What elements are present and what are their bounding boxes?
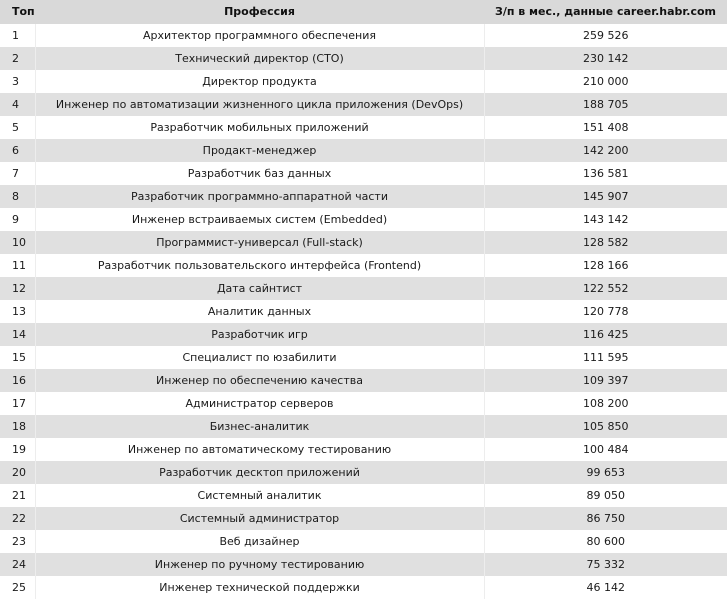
table-row bbox=[0, 162, 727, 185]
salary-cell: 100 484 bbox=[484, 438, 727, 461]
table-row bbox=[0, 461, 727, 484]
rank-cell: 2 bbox=[0, 47, 35, 70]
profession-cell: Системный аналитик bbox=[35, 484, 484, 507]
salary-cell: 136 581 bbox=[484, 162, 727, 185]
profession-cell: Технический директор (CTO) bbox=[35, 47, 484, 70]
salary-cell: 122 552 bbox=[484, 277, 727, 300]
rank-cell: 9 bbox=[0, 208, 35, 231]
salary-cell: 120 778 bbox=[484, 300, 727, 323]
salary-cell: 116 425 bbox=[484, 323, 727, 346]
table-row bbox=[0, 277, 727, 300]
salary-cell: 105 850 bbox=[484, 415, 727, 438]
profession-cell: Разработчик программно-аппаратной части bbox=[35, 185, 484, 208]
profession-cell: Разработчик мобильных приложений bbox=[35, 116, 484, 139]
salary-cell: 109 397 bbox=[484, 369, 727, 392]
header-salary: З/п в мес., данные career.habr.com bbox=[484, 0, 727, 24]
table-row bbox=[0, 507, 727, 530]
header-profession: Профессия bbox=[35, 0, 484, 24]
rank-cell: 5 bbox=[0, 116, 35, 139]
rank-cell: 16 bbox=[0, 369, 35, 392]
profession-cell: Директор продукта bbox=[35, 70, 484, 93]
profession-cell: Специалист по юзабилити bbox=[35, 346, 484, 369]
table-row bbox=[0, 185, 727, 208]
rank-cell: 22 bbox=[0, 507, 35, 530]
salary-cell: 128 166 bbox=[484, 254, 727, 277]
profession-cell: Администратор серверов bbox=[35, 392, 484, 415]
profession-cell: Разработчик десктоп приложений bbox=[35, 461, 484, 484]
table-row bbox=[0, 323, 727, 346]
rank-cell: 18 bbox=[0, 415, 35, 438]
table-body bbox=[0, 24, 727, 599]
profession-cell: Разработчик игр bbox=[35, 323, 484, 346]
header-row bbox=[0, 0, 727, 24]
rank-cell: 4 bbox=[0, 93, 35, 116]
profession-cell: Инженер по ручному тестированию bbox=[35, 553, 484, 576]
rank-cell: 7 bbox=[0, 162, 35, 185]
salary-cell: 151 408 bbox=[484, 116, 727, 139]
profession-cell: Дата сайнтист bbox=[35, 277, 484, 300]
salary-cell: 108 200 bbox=[484, 392, 727, 415]
table-row bbox=[0, 70, 727, 93]
table-row bbox=[0, 93, 727, 116]
salary-cell: 230 142 bbox=[484, 47, 727, 70]
salary-cell: 80 600 bbox=[484, 530, 727, 553]
profession-cell: Системный администратор bbox=[35, 507, 484, 530]
rank-cell: 20 bbox=[0, 461, 35, 484]
table-row bbox=[0, 484, 727, 507]
salary-cell: 89 050 bbox=[484, 484, 727, 507]
rank-cell: 24 bbox=[0, 553, 35, 576]
rank-cell: 13 bbox=[0, 300, 35, 323]
salary-cell: 128 582 bbox=[484, 231, 727, 254]
profession-cell: Разработчик баз данных bbox=[35, 162, 484, 185]
profession-cell: Разработчик пользовательского интерфейса (Frontend) bbox=[35, 254, 484, 277]
profession-cell: Программист-универсал (Full-stack) bbox=[35, 231, 484, 254]
rank-cell: 19 bbox=[0, 438, 35, 461]
profession-cell: Инженер встраиваемых систем (Embedded) bbox=[35, 208, 484, 231]
salary-cell: 145 907 bbox=[484, 185, 727, 208]
table-row bbox=[0, 438, 727, 461]
rank-cell: 8 bbox=[0, 185, 35, 208]
rank-cell: 23 bbox=[0, 530, 35, 553]
table-row bbox=[0, 208, 727, 231]
profession-cell: Архитектор программного обеспечения bbox=[35, 24, 484, 47]
rank-cell: 12 bbox=[0, 277, 35, 300]
table-row bbox=[0, 415, 727, 438]
salary-cell: 46 142 bbox=[484, 576, 727, 599]
rank-cell: 6 bbox=[0, 139, 35, 162]
table-row bbox=[0, 530, 727, 553]
table-row bbox=[0, 116, 727, 139]
salary-cell: 99 653 bbox=[484, 461, 727, 484]
table-row bbox=[0, 369, 727, 392]
rank-cell: 11 bbox=[0, 254, 35, 277]
rank-cell: 3 bbox=[0, 70, 35, 93]
table-row bbox=[0, 392, 727, 415]
salary-cell: 143 142 bbox=[484, 208, 727, 231]
profession-cell: Инженер по обеспечению качества bbox=[35, 369, 484, 392]
rank-cell: 15 bbox=[0, 346, 35, 369]
table-row bbox=[0, 300, 727, 323]
salary-cell: 259 526 bbox=[484, 24, 727, 47]
rank-cell: 21 bbox=[0, 484, 35, 507]
salary-cell: 142 200 bbox=[484, 139, 727, 162]
table-row bbox=[0, 553, 727, 576]
salary-cell: 111 595 bbox=[484, 346, 727, 369]
profession-cell: Инженер по автоматическому тестированию bbox=[35, 438, 484, 461]
table-row bbox=[0, 346, 727, 369]
rank-cell: 1 bbox=[0, 24, 35, 47]
table-row bbox=[0, 231, 727, 254]
salary-cell: 188 705 bbox=[484, 93, 727, 116]
table-row bbox=[0, 24, 727, 47]
table-row bbox=[0, 139, 727, 162]
rank-cell: 17 bbox=[0, 392, 35, 415]
profession-cell: Аналитик данных bbox=[35, 300, 484, 323]
profession-cell: Веб дизайнер bbox=[35, 530, 484, 553]
table-header bbox=[0, 0, 727, 24]
salary-cell: 210 000 bbox=[484, 70, 727, 93]
profession-cell: Бизнес-аналитик bbox=[35, 415, 484, 438]
header-rank: Топ bbox=[0, 0, 35, 24]
profession-cell: Инженер по автоматизации жизненного цикла приложения (DevOps) bbox=[35, 93, 484, 116]
rank-cell: 25 bbox=[0, 576, 35, 599]
profession-cell: Продакт-менеджер bbox=[35, 139, 484, 162]
salary-cell: 86 750 bbox=[484, 507, 727, 530]
rank-cell: 10 bbox=[0, 231, 35, 254]
rank-cell: 14 bbox=[0, 323, 35, 346]
table-row bbox=[0, 47, 727, 70]
table-row bbox=[0, 254, 727, 277]
profession-cell: Инженер технической поддержки bbox=[35, 576, 484, 599]
salary-cell: 75 332 bbox=[484, 553, 727, 576]
